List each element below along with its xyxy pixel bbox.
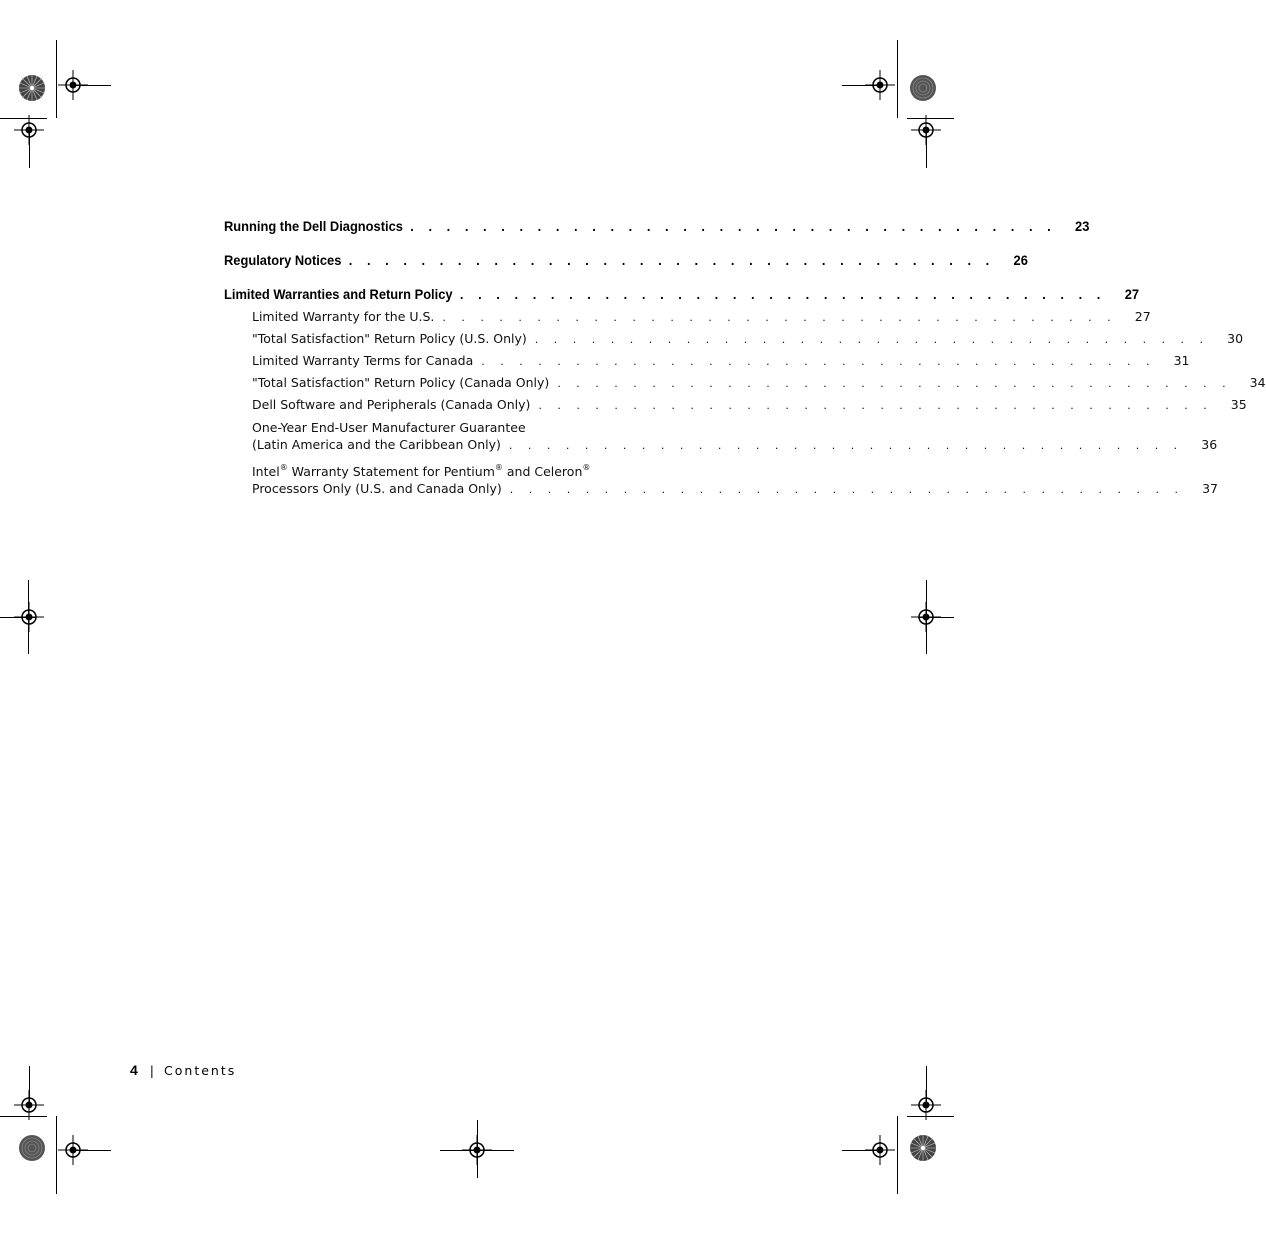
line-from-target [842, 85, 880, 86]
toc-leader-dots: . . . . . . . . . . . . . . . . . . . . . . . . . . . . . . . . . . . . [508, 439, 1184, 452]
line-from-target [29, 1066, 30, 1104]
registered-mark: ® [494, 463, 503, 472]
toc-leader-dots: . . . . . . . . . . . . . . . . . . . . . . . . . . . . . . . . . . . . [509, 483, 1184, 496]
toc-entry-title: Regulatory Notices [224, 252, 342, 268]
toc-sub-entry-manufacturer-guarantee[interactable] [252, 419, 1218, 454]
toc-entry-page: 37 [1202, 481, 1218, 496]
toc-sub-entry[interactable] [252, 353, 1190, 375]
toc-sub-entry[interactable] [252, 375, 1266, 397]
toc-leader-dots: . . . . . . . . . . . . . . . . . . . . . . . . . . . . . . . . . . . . [534, 333, 1210, 346]
starburst-icon [909, 74, 937, 102]
starburst-icon [18, 74, 46, 102]
starburst-icon [18, 1134, 46, 1162]
toc-entry-title-line2: Processors Only (U.S. and Canada Only) [252, 481, 502, 496]
line-from-target [842, 1150, 880, 1151]
line-from-target [0, 617, 36, 618]
line-from-target [926, 130, 927, 168]
toc-leader-dots: . . . . . . . . . . . . . . . . . . . . . . . . . . . . . . . . . . . . [459, 286, 1106, 302]
toc-leader-dots: . . . . . . . . . . . . . . . . . . . . . . . . . . . . . . . . . . . . [348, 252, 995, 268]
toc-leader-dots: . . . . . . . . . . . . . . . . . . . . . . . . . . . . . . . . . . . . [538, 399, 1213, 412]
toc-entry-title: Limited Warranty for the U.S. [252, 309, 435, 324]
toc-entry-regulatory-notices[interactable] [224, 252, 1028, 272]
toc-entry-title-line2: (Latin America and the Caribbean Only) [252, 437, 501, 452]
toc-entry-title: Dell Software and Peripherals (Canada Only) [252, 397, 531, 412]
toc-entry-page: 27 [1124, 286, 1140, 302]
toc-sub-entry[interactable] [252, 397, 1247, 419]
crop-mark-top-left-vertical [56, 40, 57, 118]
crop-mark-bottom-right-vertical [897, 1116, 898, 1194]
line-from-target [73, 1150, 111, 1151]
line-from-target [926, 1066, 927, 1104]
toc-leader-dots: . . . . . . . . . . . . . . . . . . . . . . . . . . . . . . . . . . . . [410, 218, 1057, 234]
toc-entry-title-line1: One-Year End-User Manufacturer Guarantee [252, 420, 526, 435]
line-from-target [918, 617, 954, 618]
toc-entry-title: "Total Satisfaction" Return Policy (U.S. Only) [252, 331, 527, 346]
toc-entry-page: 30 [1227, 331, 1244, 346]
toc-sub-entry-intel-warranty[interactable] [252, 459, 1218, 498]
table-of-contents [224, 218, 1266, 503]
page-number: 4 [130, 1062, 138, 1078]
toc-entry-title-line1 [252, 459, 657, 480]
footer-section-label: Contents [164, 1063, 237, 1078]
footer-separator: | [149, 1063, 155, 1078]
registered-mark: ® [279, 463, 288, 472]
line-from-target [73, 85, 111, 86]
toc-entry-page: 35 [1230, 397, 1247, 412]
toc-leader-dots: . . . . . . . . . . . . . . . . . . . . . . . . . . . . . . . . . . . . [481, 355, 1156, 368]
toc-entry-running-dell-diagnostics[interactable] [224, 218, 1090, 238]
line-from-target [477, 1120, 478, 1178]
page-footer [130, 1062, 236, 1078]
registered-mark: ® [582, 463, 591, 472]
toc-leader-dots: . . . . . . . . . . . . . . . . . . . . . . . . . . . . . . . . . . . . [442, 311, 1117, 324]
warranty-statement-text: Warranty Statement for Pentium [287, 464, 495, 479]
toc-entry-limited-warranties[interactable] [224, 286, 1140, 306]
toc-entry-page: 26 [1013, 252, 1028, 268]
toc-entry-title: "Total Satisfaction" Return Policy (Canada Only) [252, 375, 550, 390]
crop-mark-top-right-vertical [897, 40, 898, 118]
starburst-icon [909, 1134, 937, 1162]
toc-entry-title: Limited Warranties and Return Policy [224, 286, 453, 302]
toc-entry-title: Running the Dell Diagnostics [224, 218, 403, 234]
toc-entry-page: 34 [1249, 375, 1266, 390]
toc-entry-page: 27 [1134, 309, 1151, 324]
toc-sub-entry[interactable] [252, 309, 1151, 331]
toc-entry-page: 36 [1201, 437, 1218, 452]
toc-leader-dots: . . . . . . . . . . . . . . . . . . . . . . . . . . . . . . . . . . . . [557, 377, 1232, 390]
toc-sub-list [252, 309, 1266, 498]
toc-entry-title: Limited Warranty Terms for Canada [252, 353, 474, 368]
line-from-target [29, 130, 30, 168]
celeron-text: and Celeron [502, 464, 583, 479]
toc-sub-entry[interactable] [252, 331, 1244, 353]
crop-mark-bottom-left-vertical [56, 1116, 57, 1194]
intel-text: Intel [252, 464, 280, 479]
toc-entry-page: 23 [1075, 218, 1090, 234]
toc-entry-page: 31 [1173, 353, 1190, 368]
